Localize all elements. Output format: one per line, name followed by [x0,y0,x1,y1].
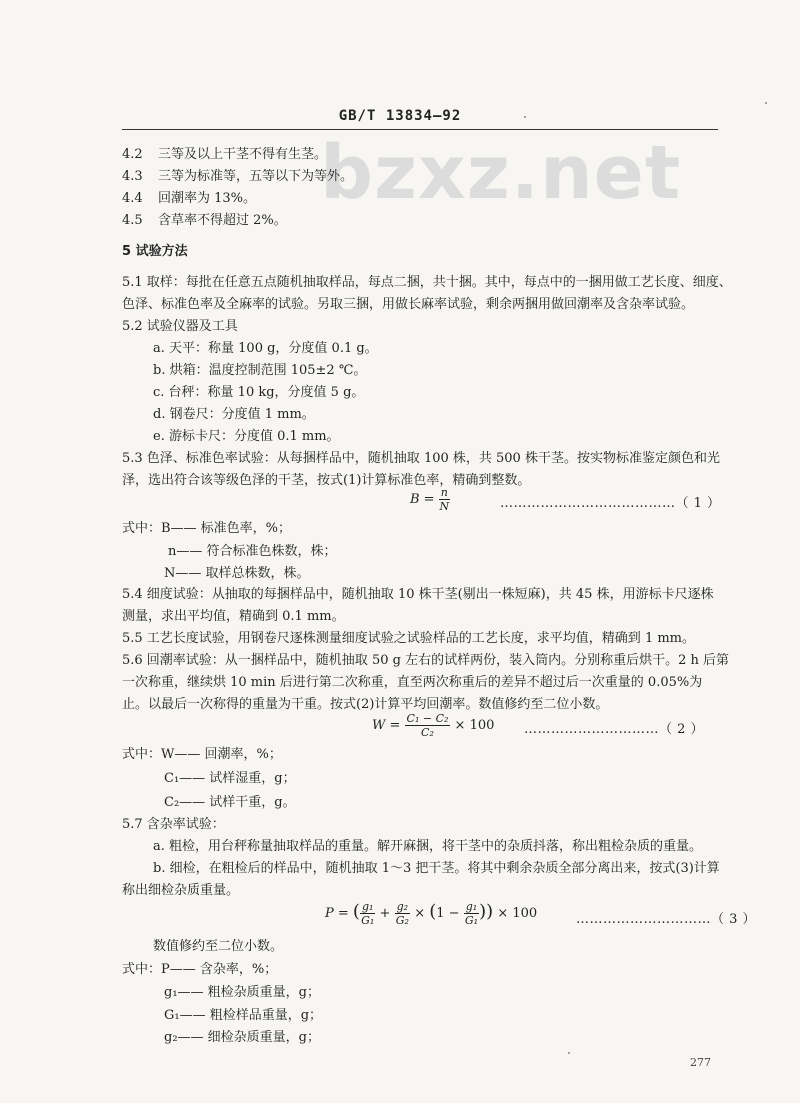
denominator: G₂ [395,914,409,927]
formula-2-label: …………………………（ 2 ） [524,722,705,737]
formula-3-label: …………………………（ 3 ） [576,912,757,927]
formula-1 [410,486,450,513]
where-line: 式中：W—— 回潮率，%； [122,747,282,762]
denominator: G₁ [361,914,375,927]
rounding-note: 数值修约至二位小数。 [153,939,284,954]
formula-fraction [360,900,375,927]
formula-lhs: B = [410,492,435,507]
formula-rhs: × 100 [497,906,538,921]
clause-4-3 [122,169,353,185]
definition-line: g₁—— 粗检杂质重量，g； [164,985,320,1000]
clause-5-6-line1: 5.6 回潮率试验：从一捆样品中，随机抽取 50 g 左右的试样两份，装入筒内。分别称重后烘干。2 h 后第 [122,653,729,668]
formula-3: P = ( $\frac{\text{g₁}}{\text{G₁}}$ + $\frac{\text{g₂}}{\text{G₂}}$ × (1 − $\frac{\text{g₁}}{\text{G₁}}$ )) × 100 [325,900,538,927]
formula-fraction [395,900,410,927]
instrument-item: a. 天平：称量 100 g，分度值 0.1 g。 [153,341,378,356]
formula-lhs: P = [325,906,349,921]
denominator: C₂ [421,726,434,739]
clause-5-6-line2: 一次称重，继续烘 10 min 后进行第二次称重，直至两次称重后的差异不超过后一次重量的 0.05%为 [122,675,703,690]
clause-5-6-line3: 止。以最后一次称得的重量为干重。按式(2)计算平均回潮率。数值修约至二位小数。 [122,697,609,712]
definition-line: C₁—— 试样湿重，g； [164,771,296,786]
definition-line: n—— 符合标准色株数，株； [168,544,337,559]
formula-rhs: × 100 [454,718,495,733]
denominator: N [439,500,450,513]
clause-5-7-title: 5.7 含杂率试验： [122,817,225,832]
clause-5-2-title: 5.2 试验仪器及工具 [122,319,238,334]
definition-line: N—— 取样总株数，株。 [164,566,310,581]
formula-2 [372,712,494,739]
clause-text: 三等为标准等，五等以下为等外。 [158,169,354,184]
formula-lhs: W = [372,718,401,733]
denominator: G₁ [464,914,479,927]
clause-5-1-line2: 色泽、标准色率及全麻率的试验。另取三捆，用做长麻率试验，剩余两捆用做回潮率及含杂率试验。 [122,297,695,312]
numerator: n [440,486,448,499]
clause-4-5 [122,213,287,229]
header-rule [122,129,718,130]
numerator: g₁ [465,900,478,913]
numerator: g₁ [361,900,374,913]
clause-5-3-line1: 5.3 色泽、标准色率试验：从每捆样品中，随机抽取 100 株，共 500 株干茎。按实物标准鉴定颜色和光 [122,451,720,466]
clause-text: 含草率不得超过 2%。 [158,213,287,228]
plus-sign: + [379,906,391,921]
times-sign: × [414,906,426,921]
clause-4-4 [122,191,256,207]
numerator: g₂ [396,900,409,913]
formula-fraction [405,712,451,739]
clause-5-7-a: a. 粗检，用台秤称量抽取样品的重量。解开麻捆，将干茎中的杂质抖落，称出粗检杂质的重量。 [153,839,703,854]
clause-text: 三等及以上干茎不得有生茎。 [158,147,328,162]
formula-fraction [439,486,450,513]
page-number: 277 [690,1056,711,1069]
clause-5-7-b-line2: 称出细检杂质重量。 [122,883,240,898]
clause-5-3-line2: 泽，选出符合该等级色泽的干茎，按式(1)计算标准色率，精确到整数。 [122,473,531,488]
formula-fraction [464,900,479,927]
clause-5-4-line1: 5.4 细度试验：从抽取的每捆样品中，随机抽取 10 株干茎(剔出一株短麻)，共 45 株，用游标卡尺逐株 [122,587,714,602]
definition-line: g₂—— 细检杂质重量，g； [164,1030,320,1045]
clause-4-2 [122,147,327,163]
clause-number: 4.5 [122,213,143,228]
scan-speck [765,102,767,104]
where-line: 式中：B—— 标准色率，%； [122,521,292,536]
definition-line: G₁—— 粗检样品重量，g； [164,1008,323,1023]
instrument-item: b. 烘箱：温度控制范围 105±2 ℃。 [153,363,367,378]
instrument-item: d. 钢卷尺：分度值 1 mm。 [153,407,315,422]
clause-5-4-line2: 测量，求出平均值，精确到 0.1 mm。 [122,609,345,624]
where-line: 式中：P—— 含杂率，%； [122,962,278,977]
clause-text: 回潮率为 13%。 [158,191,257,206]
definition-line: C₂—— 试样干重，g。 [164,795,296,810]
clause-5-1-line1: 5.1 取样：每批在任意五点随机抽取样品，每点二捆，共十捆。其中，每点中的一捆用做工艺长度、细度、 [122,275,732,290]
clause-5-5: 5.5 工艺长度试验，用钢卷尺逐株测量细度试验之试验样品的工艺长度，求平均值，精确到 1 mm。 [122,631,695,646]
clause-number: 4.2 [122,147,143,162]
formula-1-label: …………………………………（ 1 ） [500,496,721,511]
standard-code-header: GB/T 13834—92 [338,108,462,124]
instrument-item: c. 台秤：称量 10 kg，分度值 5 g。 [153,385,365,400]
clause-number: 4.3 [122,169,143,184]
numerator: C₁ − C₂ [406,712,449,725]
watermark: bzxz.net [320,130,682,216]
scan-speck [524,116,526,118]
clause-number: 4.4 [122,191,143,206]
instrument-item: e. 游标卡尺：分度值 0.1 mm。 [153,429,340,444]
clause-5-7-b-line1: b. 细检，在粗检后的样品中，随机抽取 1～3 把干茎。将其中剩余杂质全部分离出来，按式(3)计算 [153,861,720,876]
section-5-title: 5 试验方法 [122,244,188,259]
scan-speck [568,1052,570,1054]
